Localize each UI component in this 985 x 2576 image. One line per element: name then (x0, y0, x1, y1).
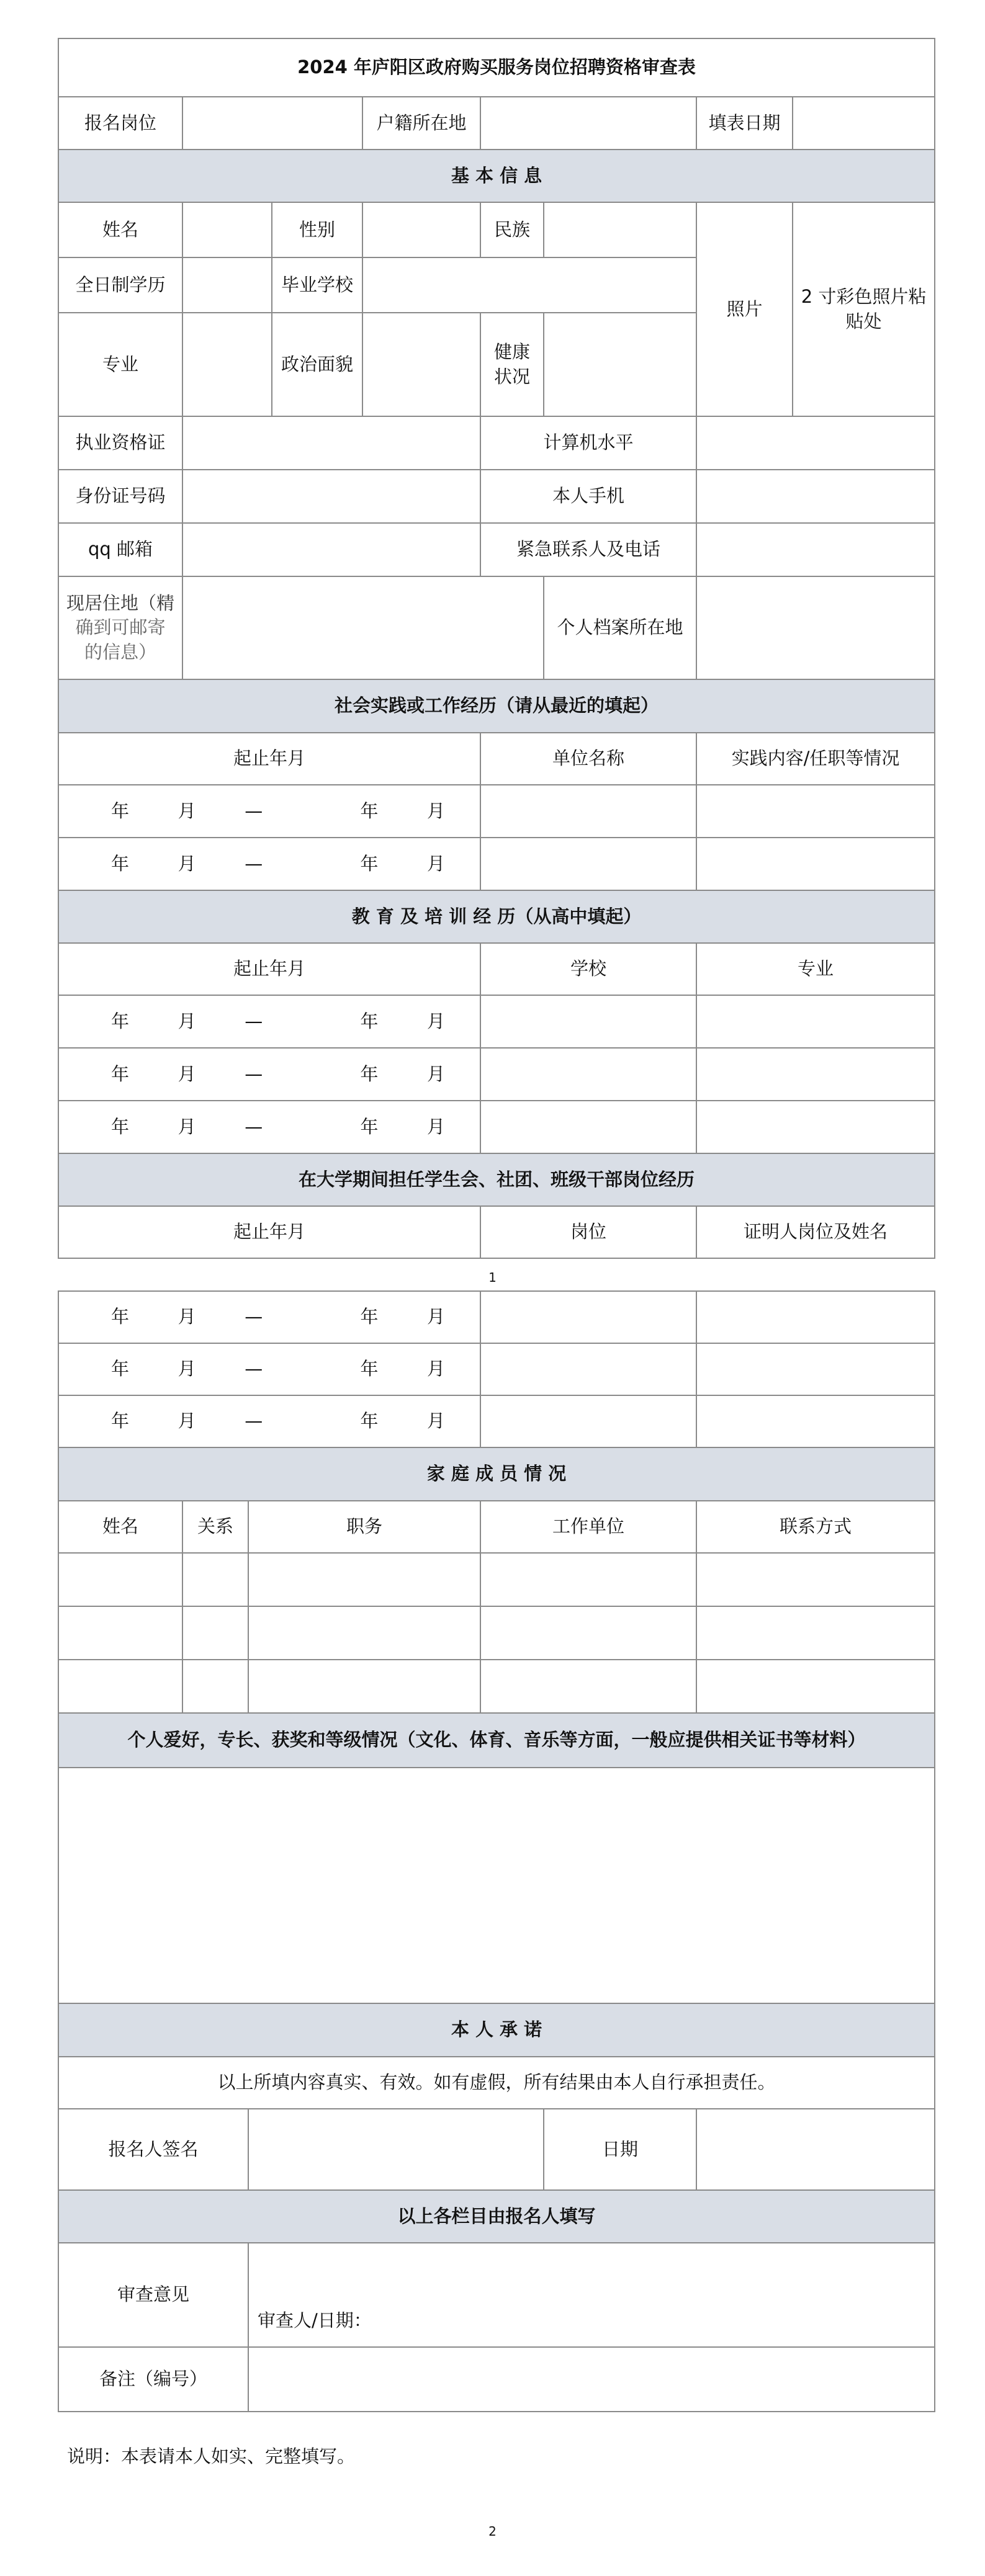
family-row (58, 1606, 935, 1660)
label-health-line-1: 健康 (493, 341, 530, 363)
cadre-row (58, 1343, 935, 1395)
family-row (58, 1553, 935, 1606)
year-label: 年 (111, 1116, 130, 1137)
label-health-line-2: 状况 (493, 365, 530, 387)
form-page-1 (58, 38, 934, 1259)
month-label: 月 (426, 852, 445, 874)
year-label: 年 (360, 1063, 379, 1085)
page-number-1: 1 (488, 1270, 497, 1285)
year-label: 年 (360, 1358, 379, 1380)
cadre-post-cell[interactable] (480, 1395, 696, 1447)
year-label: 年 (111, 1306, 130, 1328)
range-dash: — (245, 852, 263, 874)
work-col-unit: 单位名称 (480, 733, 696, 785)
label-qq: qq 邮箱 (58, 523, 182, 576)
label-address-line-3: 的信息） (84, 641, 156, 663)
family-contact-cell[interactable] (696, 1606, 935, 1660)
work-period-cell[interactable] (58, 785, 480, 838)
family-name-cell[interactable] (58, 1553, 182, 1606)
section-basic-info: 基 本 信 息 (58, 150, 935, 202)
edu-row (58, 1048, 935, 1101)
section-family-members: 家 庭 成 员 情 况 (58, 1447, 935, 1501)
work-col-content: 实践内容/任职等情况 (696, 733, 935, 785)
label-address-line-1: 现居住地（精 (66, 593, 174, 614)
work-content-cell[interactable] (696, 785, 935, 838)
input-political[interactable] (362, 313, 480, 416)
page-number-2: 2 (488, 2524, 497, 2539)
range-dash: — (245, 1010, 263, 1032)
label-id-no: 身份证号码 (58, 470, 182, 523)
label-name: 姓名 (58, 202, 182, 257)
range-dash: — (245, 800, 263, 821)
label-health (480, 313, 544, 416)
hobby-text-area[interactable] (58, 1768, 935, 2003)
input-address[interactable] (182, 576, 544, 679)
work-row (58, 785, 935, 838)
label-school: 毕业学校 (272, 257, 362, 313)
date-range (63, 1357, 476, 1381)
family-col-unit: 工作单位 (480, 1501, 696, 1553)
work-unit-cell[interactable] (480, 785, 696, 838)
family-name-cell[interactable] (58, 1606, 182, 1660)
input-school[interactable] (362, 257, 696, 313)
work-content-cell[interactable] (696, 838, 935, 890)
input-cert[interactable] (182, 416, 480, 470)
range-dash: — (245, 1306, 263, 1328)
label-gender: 性别 (272, 202, 362, 257)
edu-row (58, 995, 935, 1048)
family-unit-cell[interactable] (480, 1553, 696, 1606)
input-hukou[interactable] (480, 97, 696, 150)
label-photo: 照片 (696, 202, 793, 416)
input-major[interactable] (182, 313, 272, 416)
edu-major-cell[interactable] (696, 995, 935, 1048)
section-student-cadre: 在大学期间担任学生会、社团、班级干部岗位经历 (58, 1153, 935, 1206)
label-cert: 执业资格证 (58, 416, 182, 470)
edu-major-cell[interactable] (696, 1101, 935, 1153)
photo-paste-area[interactable]: 2 寸彩色照片粘贴处 (793, 202, 935, 416)
month-label: 月 (178, 1116, 196, 1137)
input-id-no[interactable] (182, 470, 480, 523)
month-label: 月 (427, 1410, 446, 1432)
cadre-row (58, 1395, 935, 1447)
cadre-col-witness: 证明人岗位及姓名 (696, 1206, 935, 1258)
cadre-post-cell[interactable] (480, 1291, 696, 1343)
section-hobbies-awards: 个人爱好，专长、获奖和等级情况（文化、体育、音乐等方面，一般应提供相关证书等材料） (58, 1713, 935, 1768)
section-work-experience: 社会实践或工作经历（请从最近的填起） (58, 679, 935, 733)
year-label: 年 (111, 1358, 130, 1380)
year-label: 年 (111, 1010, 130, 1032)
footnote: 说明：本表请本人如实、完整填写。 (67, 2446, 356, 2467)
month-label: 月 (178, 1410, 196, 1432)
cadre-period-cell[interactable] (58, 1343, 480, 1395)
month-label: 月 (427, 1358, 446, 1380)
input-applicant-signature[interactable] (248, 2109, 544, 2190)
section-review-note: 以上各栏目由报名人填写 (58, 2190, 935, 2243)
section-education-training: 教 育 及 培 训 经 历（从高中填起） (58, 890, 935, 943)
label-position: 报名岗位 (58, 97, 182, 150)
label-sign-date: 日期 (544, 2109, 696, 2190)
label-remark: 备注（编号） (58, 2347, 248, 2412)
month-label: 月 (426, 1116, 445, 1137)
year-label: 年 (360, 1010, 379, 1032)
label-emergency: 紧急联系人及电话 (480, 523, 696, 576)
month-label: 月 (178, 852, 196, 874)
edu-period-cell[interactable] (58, 1101, 480, 1153)
input-phone[interactable] (696, 470, 935, 523)
edu-col-major: 专业 (696, 943, 935, 995)
family-col-duty: 职务 (248, 1501, 480, 1553)
year-label: 年 (111, 1063, 130, 1085)
family-col-relation: 关系 (182, 1501, 248, 1553)
cadre-period-cell[interactable] (58, 1395, 480, 1447)
qualification-form-table-part-1 (58, 38, 935, 1259)
edu-col-school: 学校 (480, 943, 696, 995)
date-range (63, 1305, 476, 1329)
range-dash: — (245, 1063, 263, 1085)
work-row (58, 838, 935, 890)
date-range (63, 1062, 476, 1086)
input-emergency[interactable] (696, 523, 935, 576)
month-label: 月 (178, 1358, 196, 1380)
year-label: 年 (360, 852, 379, 874)
month-label: 月 (426, 800, 445, 821)
cadre-col-period: 起止年月 (58, 1206, 480, 1258)
input-education[interactable] (182, 257, 272, 313)
input-archive[interactable] (696, 576, 935, 679)
cadre-period-cell[interactable] (58, 1291, 480, 1343)
cadre-witness-cell[interactable] (696, 1291, 935, 1343)
year-label: 年 (360, 800, 379, 821)
input-computer[interactable] (696, 416, 935, 470)
label-review-opinion: 审查意见 (58, 2243, 248, 2347)
label-phone: 本人手机 (480, 470, 696, 523)
family-contact-cell[interactable] (696, 1553, 935, 1606)
year-label: 年 (111, 800, 130, 821)
family-relation-cell[interactable] (182, 1553, 248, 1606)
month-label: 月 (178, 800, 196, 821)
family-relation-cell[interactable] (182, 1606, 248, 1660)
pledge-text: 以上所填内容真实、有效。如有虚假，所有结果由本人自行承担责任。 (58, 2057, 935, 2109)
year-label: 年 (360, 1306, 379, 1328)
cadre-post-cell[interactable] (480, 1343, 696, 1395)
input-ethnicity[interactable] (544, 202, 696, 257)
input-sign-date[interactable] (696, 2109, 935, 2190)
edu-period-cell[interactable] (58, 1048, 480, 1101)
work-period-cell[interactable] (58, 838, 480, 890)
month-label: 月 (427, 1306, 446, 1328)
input-name[interactable] (182, 202, 272, 257)
month-label: 月 (426, 1063, 445, 1085)
family-unit-cell[interactable] (480, 1606, 696, 1660)
input-gender[interactable] (362, 202, 480, 257)
date-range (63, 852, 476, 876)
input-remark[interactable] (248, 2347, 935, 2412)
month-label: 月 (178, 1063, 196, 1085)
edu-school-cell[interactable] (480, 1048, 696, 1101)
input-review-opinion[interactable] (248, 2243, 935, 2347)
label-hukou: 户籍所在地 (362, 97, 480, 150)
edu-major-cell[interactable] (696, 1048, 935, 1101)
label-education: 全日制学历 (58, 257, 182, 313)
date-range (63, 799, 476, 823)
label-archive: 个人档案所在地 (544, 576, 696, 679)
cadre-witness-cell[interactable] (696, 1343, 935, 1395)
label-address-line-2: 确到可邮寄 (75, 617, 166, 638)
edu-col-period: 起止年月 (58, 943, 480, 995)
label-fill-date: 填表日期 (696, 97, 793, 150)
family-relation-cell[interactable] (182, 1660, 248, 1713)
family-duty-cell[interactable] (248, 1660, 480, 1713)
family-contact-cell[interactable] (696, 1660, 935, 1713)
label-political: 政治面貌 (272, 313, 362, 416)
year-label: 年 (111, 852, 130, 874)
section-pledge: 本 人 承 诺 (58, 2003, 935, 2057)
label-major: 专业 (58, 313, 182, 416)
edu-school-cell[interactable] (480, 1101, 696, 1153)
work-unit-cell[interactable] (480, 838, 696, 890)
edu-row (58, 1101, 935, 1153)
label-ethnicity: 民族 (480, 202, 544, 257)
cadre-row (58, 1291, 935, 1343)
month-label: 月 (178, 1306, 196, 1328)
range-dash: — (245, 1116, 263, 1137)
form-page-2 (58, 1290, 934, 2412)
year-label: 年 (360, 1116, 379, 1137)
input-fill-date[interactable] (793, 97, 935, 150)
year-label: 年 (111, 1410, 130, 1432)
label-address (58, 576, 182, 679)
range-dash: — (245, 1358, 263, 1380)
month-label: 月 (178, 1010, 196, 1032)
cadre-witness-cell[interactable] (696, 1395, 935, 1447)
cadre-col-post: 岗位 (480, 1206, 696, 1258)
input-position[interactable] (182, 97, 362, 150)
date-range (63, 1009, 476, 1034)
work-col-period: 起止年月 (58, 733, 480, 785)
reviewer-date-label: 审查人/日期： (258, 2309, 372, 2331)
edu-school-cell[interactable] (480, 995, 696, 1048)
family-col-contact: 联系方式 (696, 1501, 935, 1553)
year-label: 年 (360, 1410, 379, 1432)
month-label: 月 (426, 1010, 445, 1032)
family-name-cell[interactable] (58, 1660, 182, 1713)
date-range (63, 1409, 476, 1433)
label-applicant-signature: 报名人签名 (58, 2109, 248, 2190)
qualification-form-table-part-2 (58, 1290, 935, 2412)
input-health[interactable] (544, 313, 696, 416)
label-computer: 计算机水平 (480, 416, 696, 470)
family-duty-cell[interactable] (248, 1553, 480, 1606)
date-range (63, 1115, 476, 1139)
edu-period-cell[interactable] (58, 995, 480, 1048)
input-qq[interactable] (182, 523, 480, 576)
range-dash: — (245, 1410, 263, 1432)
family-duty-cell[interactable] (248, 1606, 480, 1660)
form-title: 2024 年庐阳区政府购买服务岗位招聘资格审查表 (58, 38, 935, 97)
family-row (58, 1660, 935, 1713)
family-col-name: 姓名 (58, 1501, 182, 1553)
family-unit-cell[interactable] (480, 1660, 696, 1713)
